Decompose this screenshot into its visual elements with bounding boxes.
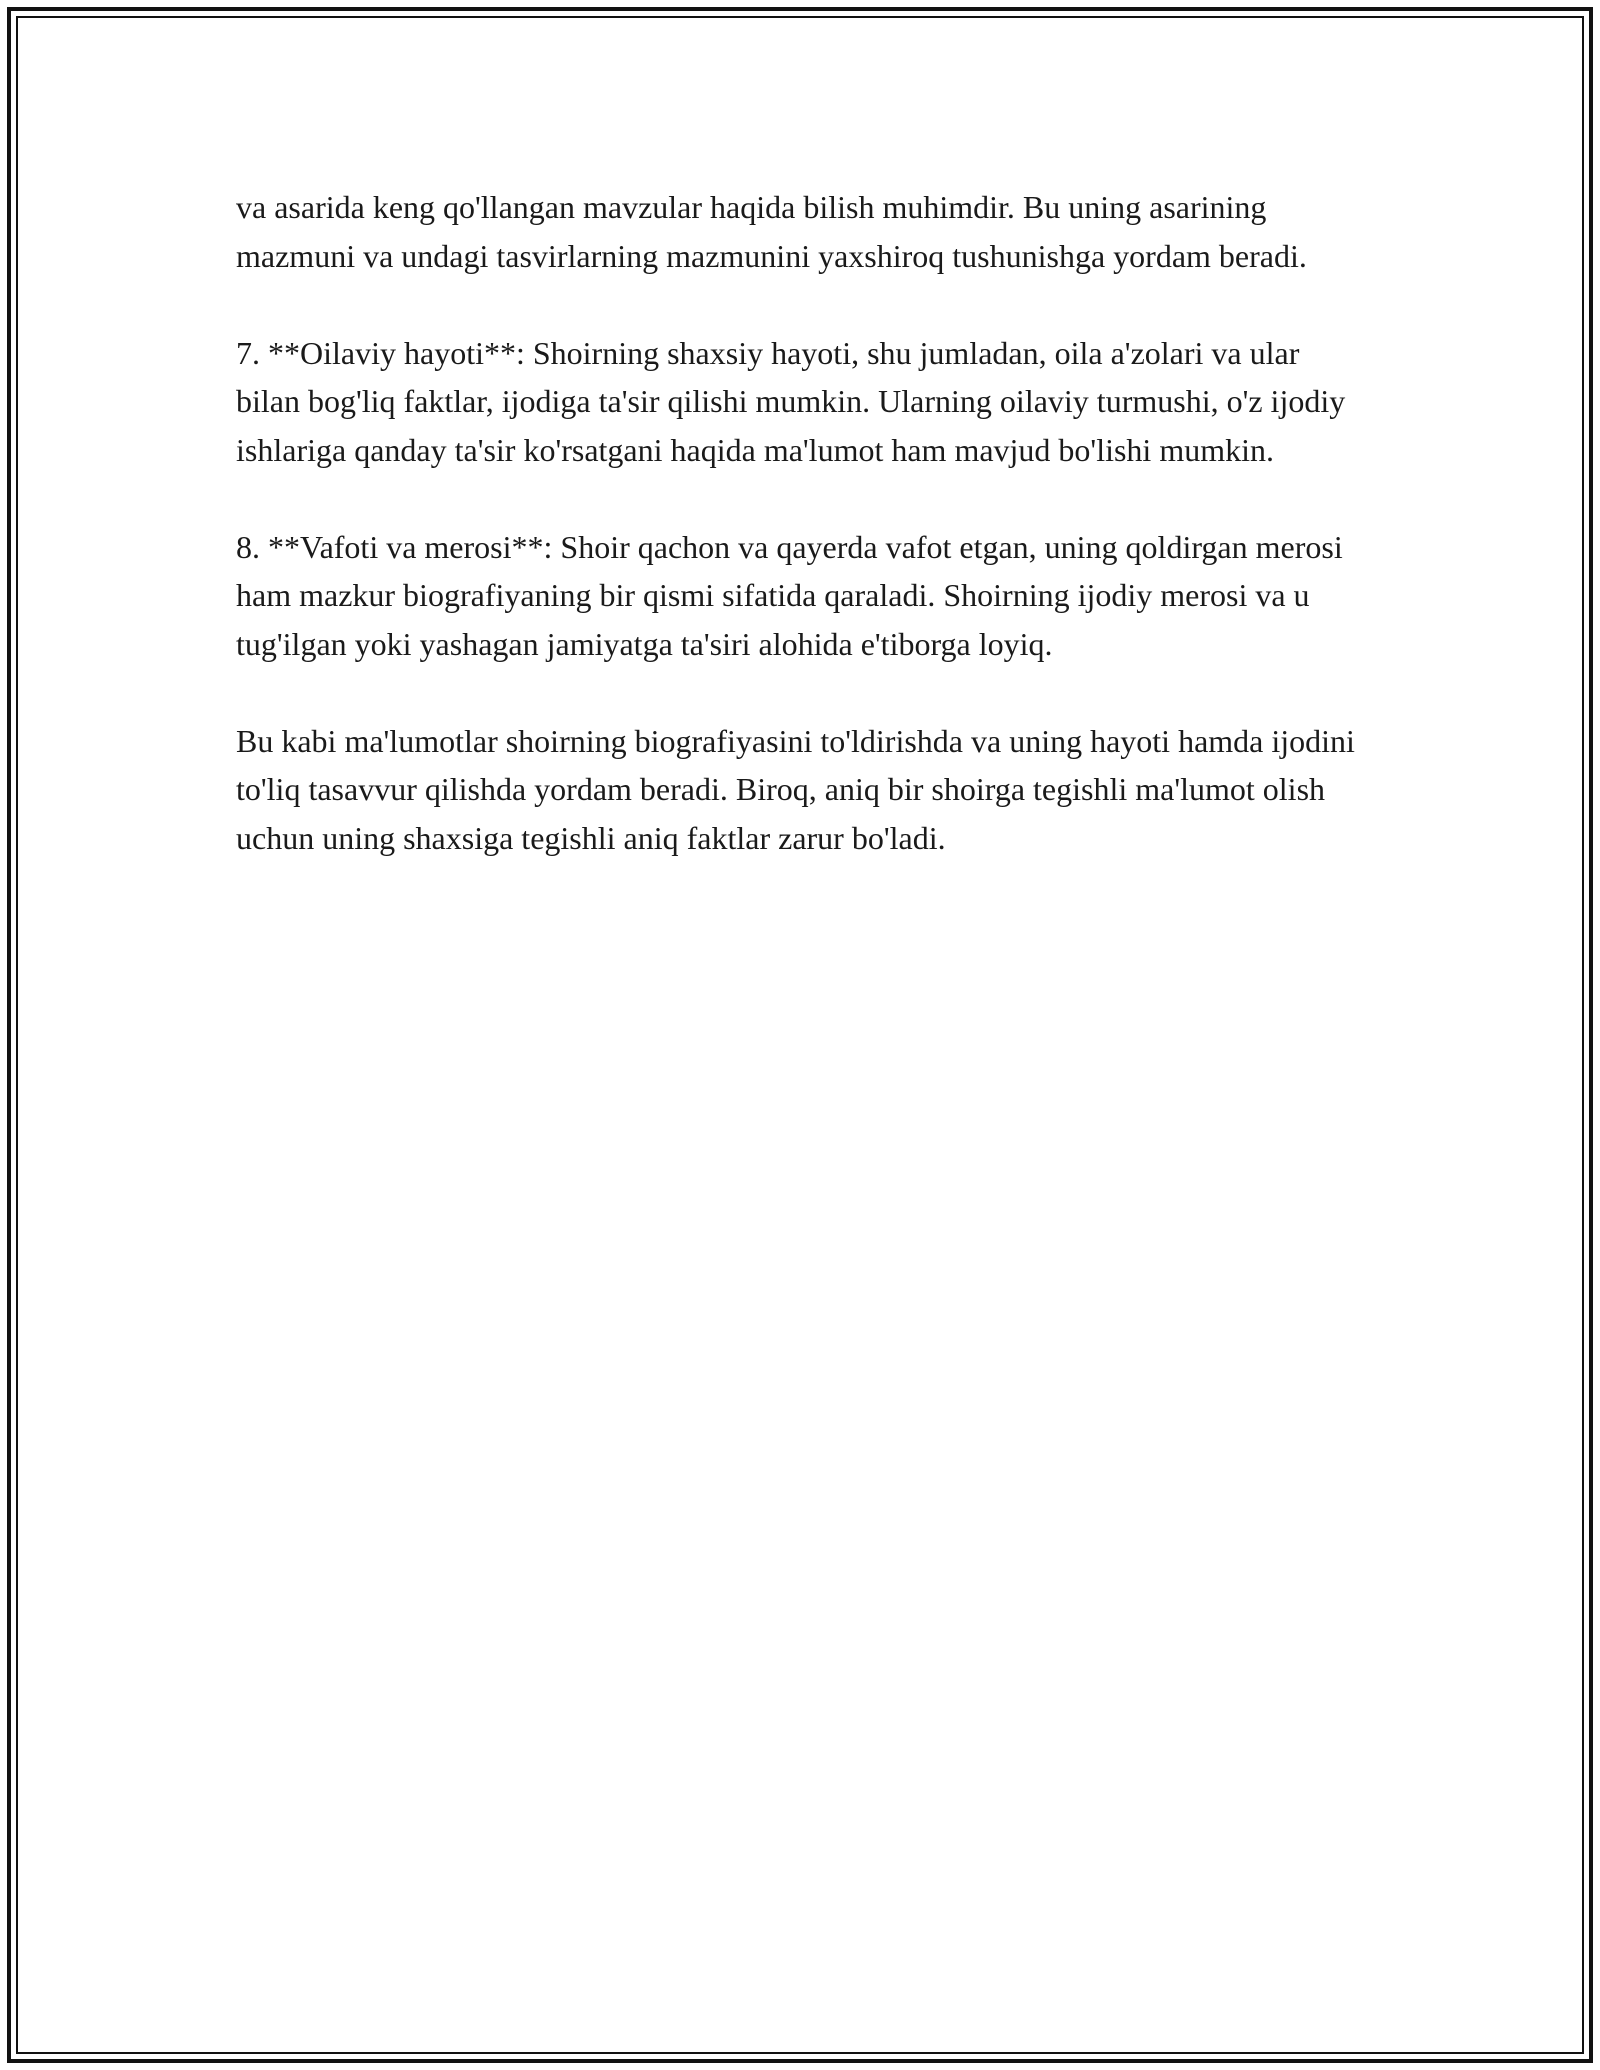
document-body bbox=[236, 183, 1366, 862]
paragraph-family-life: 7. **Oilaviy hayoti**: Shoirning shaxsiy hayoti, shu jumladan, oila a'zolari va ular bilan bog'liq faktlar, ijodiga ta'sir qilishi mumkin. Ularning oilaviy turmushi, o'z ijodiy ishlariga qanday ta'sir ko'rsatgani haqida ma'lumot ham mavjud bo'lishi mumkin. bbox=[236, 334, 1346, 468]
paragraph-intro-continuation: va asarida keng qo'llangan mavzular haqida bilish muhimdir. Bu uning asarining mazmuni va undagi tasvirlarning mazmunini yaxshiroq tushunishga yordam beradi. bbox=[236, 189, 1307, 274]
paragraph-conclusion: Bu kabi ma'lumotlar shoirning biografiyasini to'ldirishda va uning hayoti hamda ijodini to'liq tasavvur qilishda yordam beradi. Biroq, aniq bir shoirga tegishli ma'lumot olish uchun uning shaxsiga tegishli aniq faktlar zarur bo'ladi. bbox=[236, 722, 1355, 856]
paragraph-death-legacy: 8. **Vafoti va merosi**: Shoir qachon va qayerda vafot etgan, uning qoldirgan merosi ham mazkur biografiyaning bir qismi sifatida qaraladi. Shoirning ijodiy merosi va u tug'ilgan yoki yashagan jamiyatga ta'siri alohida e'tiborga loyiq. bbox=[236, 528, 1343, 662]
